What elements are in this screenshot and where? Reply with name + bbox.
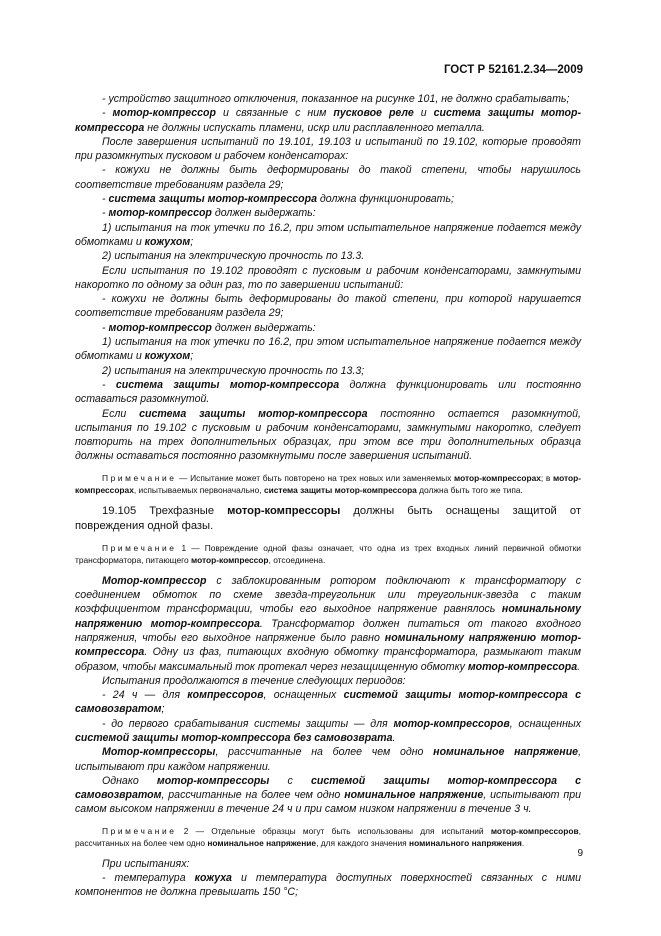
paragraph: Испытания продолжаются в течение следующих периодов:	[102, 674, 406, 687]
paragraph	[75, 774, 581, 817]
term: системой защиты мотор-компрессора с самовозвратом	[75, 774, 582, 802]
note-3	[75, 825, 581, 849]
text: должен выдержать:	[211, 207, 316, 220]
paragraph	[75, 574, 581, 674]
paragraph: После завершения испытаний по 19.101, 19.103 и испытаний по 19.102, которые проводят при разомкнутых пусковом и рабочем конденсаторах:	[75, 135, 581, 163]
term: мотор-компрессор	[112, 107, 216, 120]
note-1	[75, 472, 581, 496]
text: , испытывают при каждом напряжении.	[75, 746, 582, 773]
term: Мотор-компрессоры	[102, 746, 216, 759]
text: - 24 ч — для	[102, 689, 188, 702]
term: система защиты мотор-компрессора	[263, 484, 417, 495]
text: должна быть того же типа.	[416, 484, 523, 495]
text: и связанные с ним	[215, 107, 334, 120]
text: 19.105 Трехфазные	[102, 504, 228, 517]
text: , испытывают при самом высоком напряжении в течение 24 ч и при самом низком напряжении в течение 3 ч.	[75, 789, 582, 816]
paragraph	[75, 206, 581, 220]
text: 1) испытания на ток утечки по 16.2, при этом испытательное напряжение подается между обмотками и	[75, 336, 581, 363]
text: -	[102, 107, 113, 120]
paragraph	[75, 688, 581, 717]
term: мотор-компрессоров	[490, 825, 579, 836]
text: ; в	[540, 472, 553, 483]
text: с	[269, 774, 311, 787]
text: -	[102, 321, 109, 334]
term: системой защиты мотор-компрессора без самовозврата	[75, 731, 393, 744]
term: система защиты мотор-компрессора	[139, 407, 368, 420]
paragraph	[75, 378, 581, 407]
text: Если	[102, 407, 140, 420]
text: 2 — Отдельные образцы могут быть использованы для испытаний	[176, 825, 491, 836]
text: 1) испытания на ток утечки по 16.2, при этом испытательное напряжение подается между обмотками и	[75, 221, 581, 248]
text: , рассчитанных на более чем одно	[75, 825, 581, 848]
page-number: 9	[577, 848, 583, 859]
paragraph: 2) испытания на электрическую прочность по 13.3.	[102, 250, 365, 263]
paragraph	[75, 192, 581, 206]
paragraph: При испытаниях:	[102, 857, 190, 870]
text: , испытываемых первоначально,	[133, 484, 264, 495]
term: пусковое реле	[333, 107, 414, 120]
text: — Испытание может быть повторено на трех новых или заменяемых	[176, 472, 455, 483]
text: , отсоединена.	[268, 554, 326, 565]
term: мотор-компрессоров	[393, 717, 510, 730]
term: мотор-компрессора	[467, 660, 578, 673]
paragraph: - устройство защитного отключения, показанное на рисунке 101, не должно срабатывать;	[102, 93, 570, 105]
text: не должны испускать пламени, искр или расплавленного металла.	[144, 121, 485, 134]
text: , для каждого значения	[316, 837, 410, 848]
paragraph: Если испытания по 19.102 проводят с пусковым и рабочим конденсаторами, замкнутыми накоротко по одному за один раз, то по завершении испытаний:	[75, 264, 581, 291]
note-2	[75, 542, 581, 566]
text: 1 — Повреждение одной фазы означает, что одна из трех входных линий первичной обмотки трансформатора, питающего	[75, 542, 581, 565]
text: .	[521, 837, 525, 848]
term: кожуха	[194, 872, 232, 885]
term: мотор-компрессор	[190, 554, 269, 565]
term: системой защиты мотор-компрессора с самовозвратом	[75, 689, 581, 716]
note-label: Примечание	[102, 542, 177, 553]
text: , оснащенных	[509, 717, 581, 730]
term: мотор-компрессор	[108, 321, 212, 334]
paragraph	[75, 871, 581, 900]
term: номинальное напряжение	[207, 837, 317, 848]
document-body	[75, 92, 581, 900]
term: номинальному напряжению мотор-компрессора	[75, 631, 581, 659]
text: . Трансформатор должен питаться от такого входного напряжения, чтобы его выходное напряжение было равно	[75, 617, 582, 644]
text: ;	[190, 235, 194, 248]
term: система защиты мотор-компрессора	[115, 378, 340, 391]
term: номинального напряжения	[409, 837, 522, 848]
paragraph: 2) испытания на электрическую прочность по 13.3;	[102, 364, 365, 377]
text: должен выдержать:	[211, 321, 316, 334]
text: . Одну из фаз, питающих входную обмотку трансформатора, размыкают таким образом, чтобы максимальный ток протекал через незащищенную обмотку	[75, 646, 581, 673]
text: должна функционировать или постоянно оставаться разомкнутой.	[75, 378, 581, 406]
paragraph	[75, 717, 581, 746]
text: , оснащенных	[263, 689, 344, 702]
term: мотор-компрессоры	[227, 504, 341, 517]
clause-19-105	[75, 504, 581, 534]
text: с заблокированным ротором подключают к трансформатору с соединением обмоток по схеме звезда-треугольник или треугольник-звезда с таким коэффициентом трансформации, чтобы его выходное напряжение равнялось	[75, 574, 581, 616]
term: система защиты мотор-компрессора	[108, 193, 317, 206]
term: номинальное напряжение	[433, 746, 579, 759]
text: , рассчитанные на более чем одно	[161, 789, 345, 802]
term: мотор-компрессорах	[454, 472, 541, 483]
text: , рассчитанные на более чем одно	[215, 746, 434, 759]
text: .	[577, 660, 581, 673]
text: и	[413, 107, 434, 120]
text: -	[102, 378, 116, 391]
paragraph	[75, 335, 581, 364]
paragraph	[75, 106, 581, 135]
term: кожухом	[144, 235, 191, 248]
paragraph	[75, 221, 581, 250]
paragraph	[75, 745, 581, 774]
term: мотор-компрессоры	[156, 774, 270, 787]
term: мотор-компрессор	[108, 207, 212, 220]
text: должны быть оснащены защитой от повреждения одной фазы.	[75, 504, 581, 532]
text: -	[102, 207, 109, 220]
paragraph	[75, 321, 581, 335]
standard-header: ГОСТ Р 52161.2.34—2009	[443, 64, 583, 76]
text: - до первого срабатывания системы защиты — для	[102, 717, 394, 730]
term: Мотор-компрессор	[102, 574, 207, 587]
term: кожухом	[144, 350, 191, 363]
paragraph: - кожухи не должны быть деформированы до такой степени, при которой нарушается соответствие требованиям раздела 29;	[75, 293, 581, 320]
text: постоянно остается разомкнутой, испытания по 19.102 с пусковым и рабочим конденсаторами, замкнутыми накоротко, следует повторить на трех дополнительных образцах, при этом все три дополнительных образца должны оставаться постоянно разомкнутыми после завершения испытаний.	[75, 407, 581, 463]
text: и температура доступных поверхностей связанных с ними компонентов не должна превышать 150 °С;	[75, 872, 581, 899]
note-label: Примечание	[102, 472, 177, 483]
text: - температура	[102, 872, 195, 885]
note-label: Примечание	[102, 825, 177, 836]
text: должна функционировать;	[316, 193, 454, 206]
text: Однако	[102, 774, 157, 787]
term: мотор-компрессорах	[75, 472, 581, 495]
term: компрессоров	[187, 689, 264, 702]
paragraph	[75, 407, 581, 464]
text: ;	[161, 703, 165, 716]
text: -	[102, 193, 109, 206]
text: ;	[190, 350, 194, 363]
paragraph: - кожухи не должны быть деформированы до такой степени, чтобы нарушилось соответствие требованиям раздела 29;	[75, 164, 581, 191]
term: номинальное напряжение	[344, 789, 484, 802]
text: .	[392, 731, 396, 744]
term: номинальному напряжению мотор-компрессора	[75, 603, 581, 630]
term: система защиты мотор-компрессора	[75, 107, 581, 134]
